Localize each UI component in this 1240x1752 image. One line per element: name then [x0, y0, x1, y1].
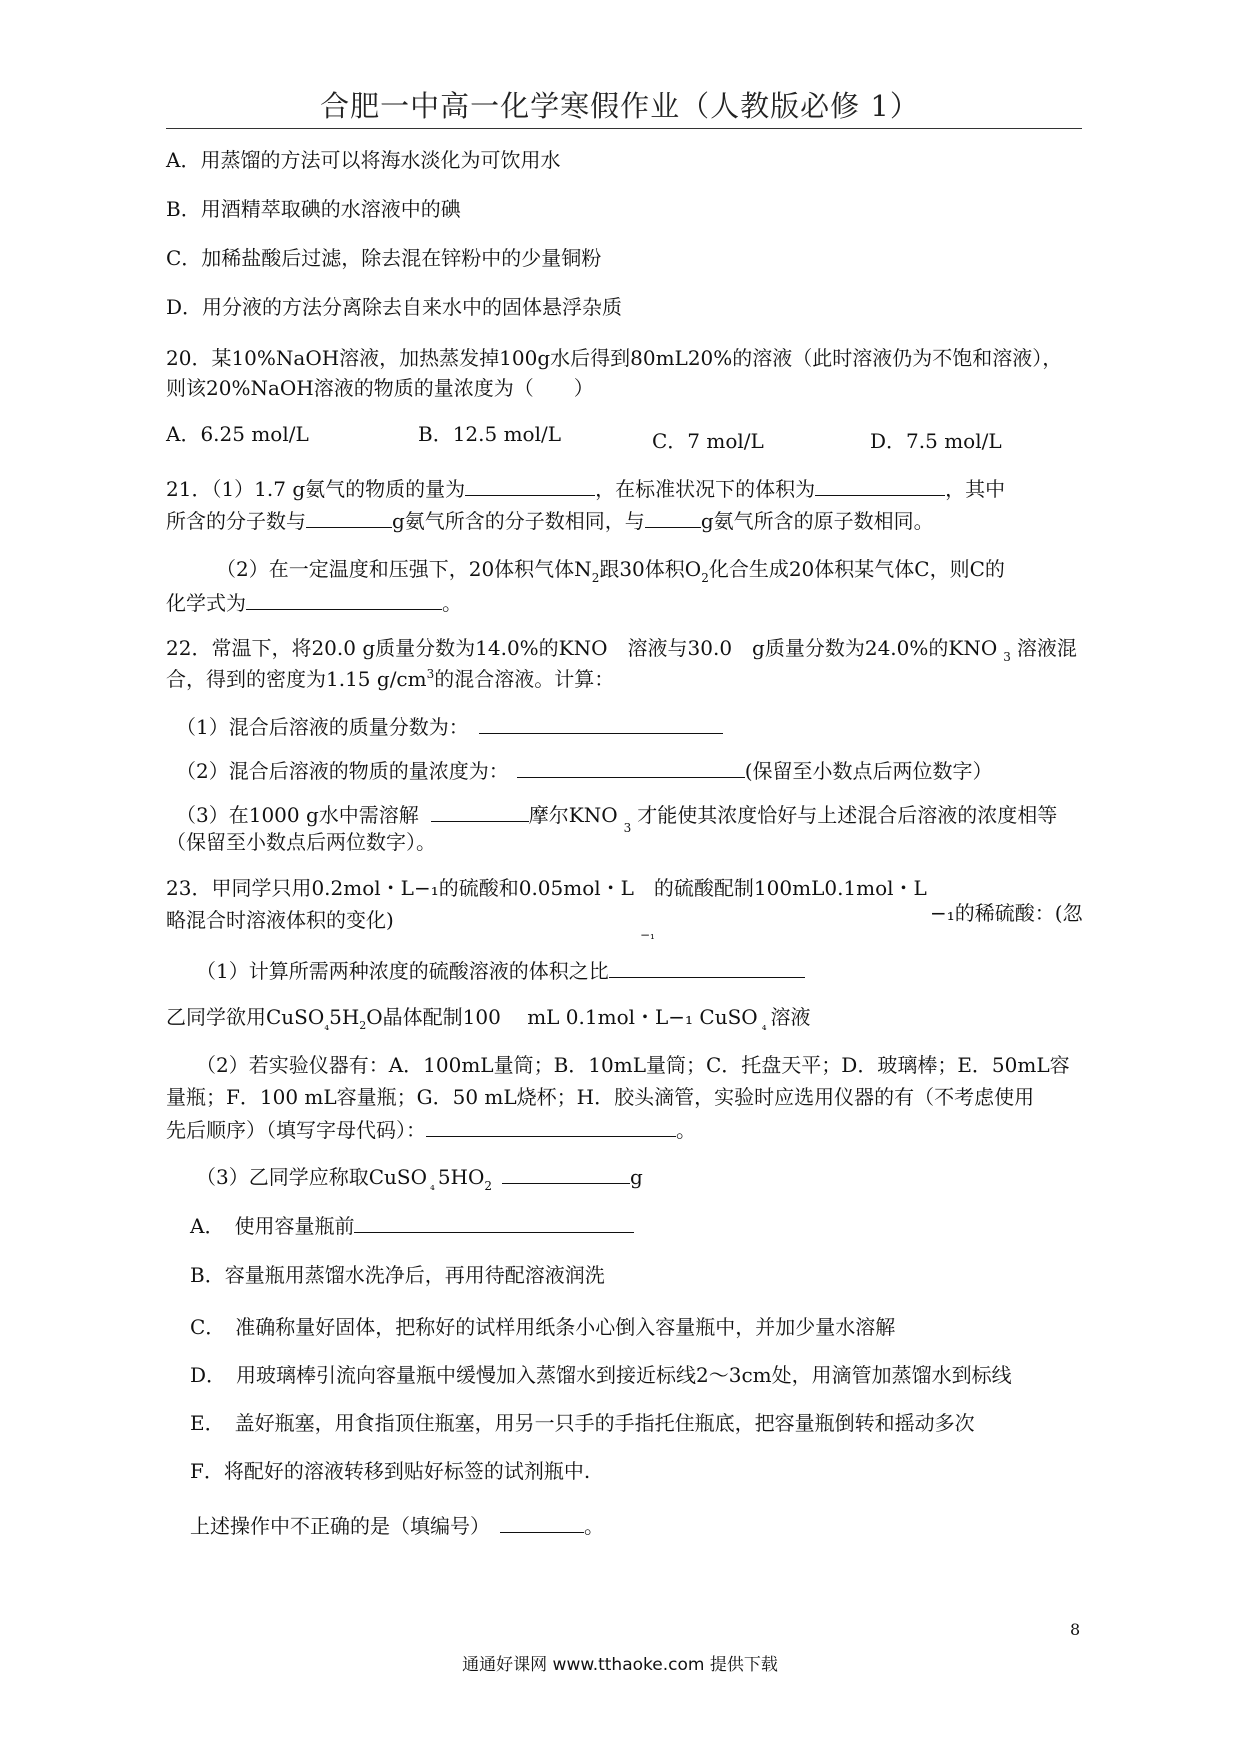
- footer-text: 通通好课网 www.tthaoke.com 提供下载: [462, 1655, 778, 1675]
- subscript: ₄: [430, 1179, 435, 1193]
- answer-blank[interactable]: [306, 507, 392, 528]
- q22-text: 22．常温下，将20.0 g质量分数为14.0%的KNO: [166, 636, 608, 660]
- answer-blank[interactable]: [465, 475, 595, 496]
- q23-part2-line2: 量瓶；F．100 mL容量瓶；G．50 mL烧杯；H．胶头滴管，实验时应选用仪器的有（不考虑使用: [166, 1085, 1035, 1109]
- page-title: 合肥一中高一化学寒假作业（人教版必修 1）: [320, 89, 920, 123]
- q21-text: ，在标准状况下的体积为: [595, 477, 816, 501]
- answer-blank[interactable]: [354, 1212, 634, 1233]
- q23-step-e: E． 盖好瓶塞，用食指顶住瓶塞，用另一只手的手指托住瓶底，把容量瓶倒转和摇动多次: [190, 1411, 975, 1435]
- q23-part1: [196, 957, 805, 984]
- q21-line1: [166, 475, 1005, 502]
- q23-text: 溶液: [770, 1005, 811, 1029]
- q23-text: 先后顺序）（填写字母代码）：: [166, 1118, 426, 1142]
- q23-text: O晶体配制100 mL 0.1mol・L−₁ CuSO: [366, 1005, 758, 1029]
- q20-stem-line2: 则该20%NaOH溶液的物质的量浓度为（ ）: [166, 376, 594, 400]
- subscript: 3: [623, 821, 632, 835]
- answer-blank[interactable]: [645, 507, 701, 528]
- q23-step-d: D． 用玻璃棒引流向容量瓶中缓慢加入蒸馏水到接近标线2～3cm处，用滴管加蒸馏水到标线: [190, 1363, 1012, 1387]
- q22-line2: [166, 666, 614, 695]
- answer-blank[interactable]: [431, 801, 529, 822]
- q23-intro-b: [166, 1004, 811, 1034]
- q22-part1: [176, 713, 723, 740]
- q23-text: （3）乙同学应称取CuSO: [196, 1165, 428, 1189]
- q23-text: 。: [584, 1514, 604, 1538]
- q22-part3-note: （保留至小数点后两位数字）。: [166, 830, 436, 854]
- q21-text: 。: [442, 591, 462, 615]
- answer-blank[interactable]: [815, 475, 945, 496]
- q22-text: （1）混合后溶液的质量分数为：: [176, 715, 469, 739]
- q20-option-b: B．12.5 mol/L: [418, 422, 562, 446]
- q23-text: g: [630, 1165, 643, 1189]
- q23-text: 。: [676, 1118, 696, 1142]
- q22-text: （3）在1000 g水中需溶解: [176, 803, 419, 827]
- answer-blank[interactable]: [500, 1512, 584, 1533]
- q22-text: 才能使其浓度恰好与上述混合后溶液的浓度相等: [637, 803, 1058, 827]
- q23-text: （1）计算所需两种浓度的硫酸溶液的体积之比: [196, 959, 609, 983]
- q23-text: 上述操作中不正确的是（填编号）: [190, 1514, 490, 1538]
- subscript: 2: [484, 1179, 493, 1193]
- q21-text: 跟30体积O: [599, 557, 702, 581]
- q21-text: 21．（1）1.7 g氨气的物质的量为: [166, 477, 466, 501]
- page-number: 8: [1070, 1620, 1081, 1639]
- q22-text: （2）混合后溶液的物质的量浓度为：: [176, 759, 509, 783]
- subscript: 3: [1003, 650, 1011, 664]
- q22-text: 合，得到的密度为1.15 g/cm: [166, 667, 427, 691]
- q20-option-d: D．7.5 mol/L: [870, 429, 1002, 453]
- q19-option-c: C．加稀盐酸后过滤，除去混在锌粉中的少量铜粉: [166, 246, 602, 270]
- q23-line1: 23．甲同学只用0.2mol・L−₁的硫酸和0.05mol・L 的硫酸配制100mL0.1mol・L: [166, 876, 927, 900]
- q23-part2-line3: [166, 1116, 696, 1143]
- q20-stem-line1: 20．某10%NaOH溶液，加热蒸发掉100g水后得到80mL20%的溶液（此时溶液仍为不饱和溶液），: [166, 346, 1063, 370]
- q21-text: 化合生成20体积某气体C，则C的: [708, 557, 1005, 581]
- superscript: 3: [426, 667, 435, 681]
- subscript: −₁: [640, 928, 655, 942]
- q21-text: 化学式为: [166, 591, 246, 615]
- q23-text: 5H: [329, 1005, 360, 1029]
- q22-text: 溶液混: [1016, 636, 1077, 660]
- q19-option-d: D．用分液的方法分离除去自来水中的固体悬浮杂质: [166, 295, 623, 319]
- q23-text: A． 使用容量瓶前: [190, 1214, 355, 1238]
- q21-text: g氨气所含的分子数相同，与: [392, 509, 645, 533]
- q22-part3: [176, 801, 1058, 835]
- q23-text: 乙同学欲用CuSO: [166, 1005, 325, 1029]
- header-divider: [166, 128, 1082, 129]
- answer-blank[interactable]: [609, 957, 805, 978]
- subscript: 2: [359, 1019, 367, 1032]
- q21-line3: [216, 556, 1005, 585]
- q21-text: g氨气所含的原子数相同。: [700, 509, 934, 533]
- q21-text: 所含的分子数与: [166, 509, 306, 533]
- answer-blank[interactable]: [426, 1116, 676, 1137]
- q23-part2-line1: （2）若实验仪器有：A．100mL量筒；B．10mL量筒；C．托盘天平；D．玻璃棒；E．50mL容: [196, 1053, 1070, 1077]
- q23-part3: [196, 1163, 643, 1193]
- q22-text: 的混合溶液。计算：: [434, 667, 615, 691]
- q23-step-a: [190, 1212, 634, 1239]
- q21-line4: [166, 589, 462, 616]
- q22-text: 摩尔KNO: [528, 803, 618, 827]
- q20-option-c: C．7 mol/L: [652, 429, 764, 453]
- q21-text: （2）在一定温度和压强下，20体积气体N: [216, 557, 592, 581]
- q23-step-b: B．容量瓶用蒸馏水洗净后，再用待配溶液润洗: [190, 1263, 605, 1287]
- answer-blank[interactable]: [479, 713, 723, 734]
- subscript: ₄: [324, 1019, 330, 1033]
- subscript: 2: [701, 571, 709, 585]
- q23-line2: 略混合时溶液体积的变化): [166, 908, 394, 932]
- q22-line1: [166, 635, 1077, 664]
- answer-blank[interactable]: [517, 757, 745, 778]
- q23-step-c: C． 准确称量好固体，把称好的试样用纸条小心倒入容量瓶中，并加少量水溶解: [190, 1315, 896, 1339]
- q23-final: [190, 1512, 604, 1539]
- q21-line2: [166, 507, 934, 534]
- q23-step-f: F．将配好的溶液转移到贴好标签的试剂瓶中.: [190, 1459, 591, 1483]
- answer-blank[interactable]: [246, 589, 442, 610]
- subscript: 2: [591, 571, 600, 585]
- q19-option-b: B．用酒精萃取碘的水溶液中的碘: [166, 197, 461, 221]
- q22-text: (保留至小数点后两位数字）: [744, 759, 993, 783]
- q23-line2-tail: −₁的稀硫酸：(忽: [930, 901, 1083, 925]
- q19-option-a: A．用蒸馏的方法可以将海水淡化为可饮用水: [166, 148, 561, 172]
- q21-text: ，其中: [945, 477, 1006, 501]
- q23-text: 5HO: [437, 1165, 485, 1189]
- subscript: ₄: [761, 1019, 767, 1033]
- answer-blank[interactable]: [502, 1163, 630, 1184]
- q22-text: 溶液与30.0 g质量分数为24.0%的KNO: [627, 636, 998, 660]
- q20-option-a: A．6.25 mol/L: [166, 422, 309, 446]
- q22-part2: [176, 757, 993, 784]
